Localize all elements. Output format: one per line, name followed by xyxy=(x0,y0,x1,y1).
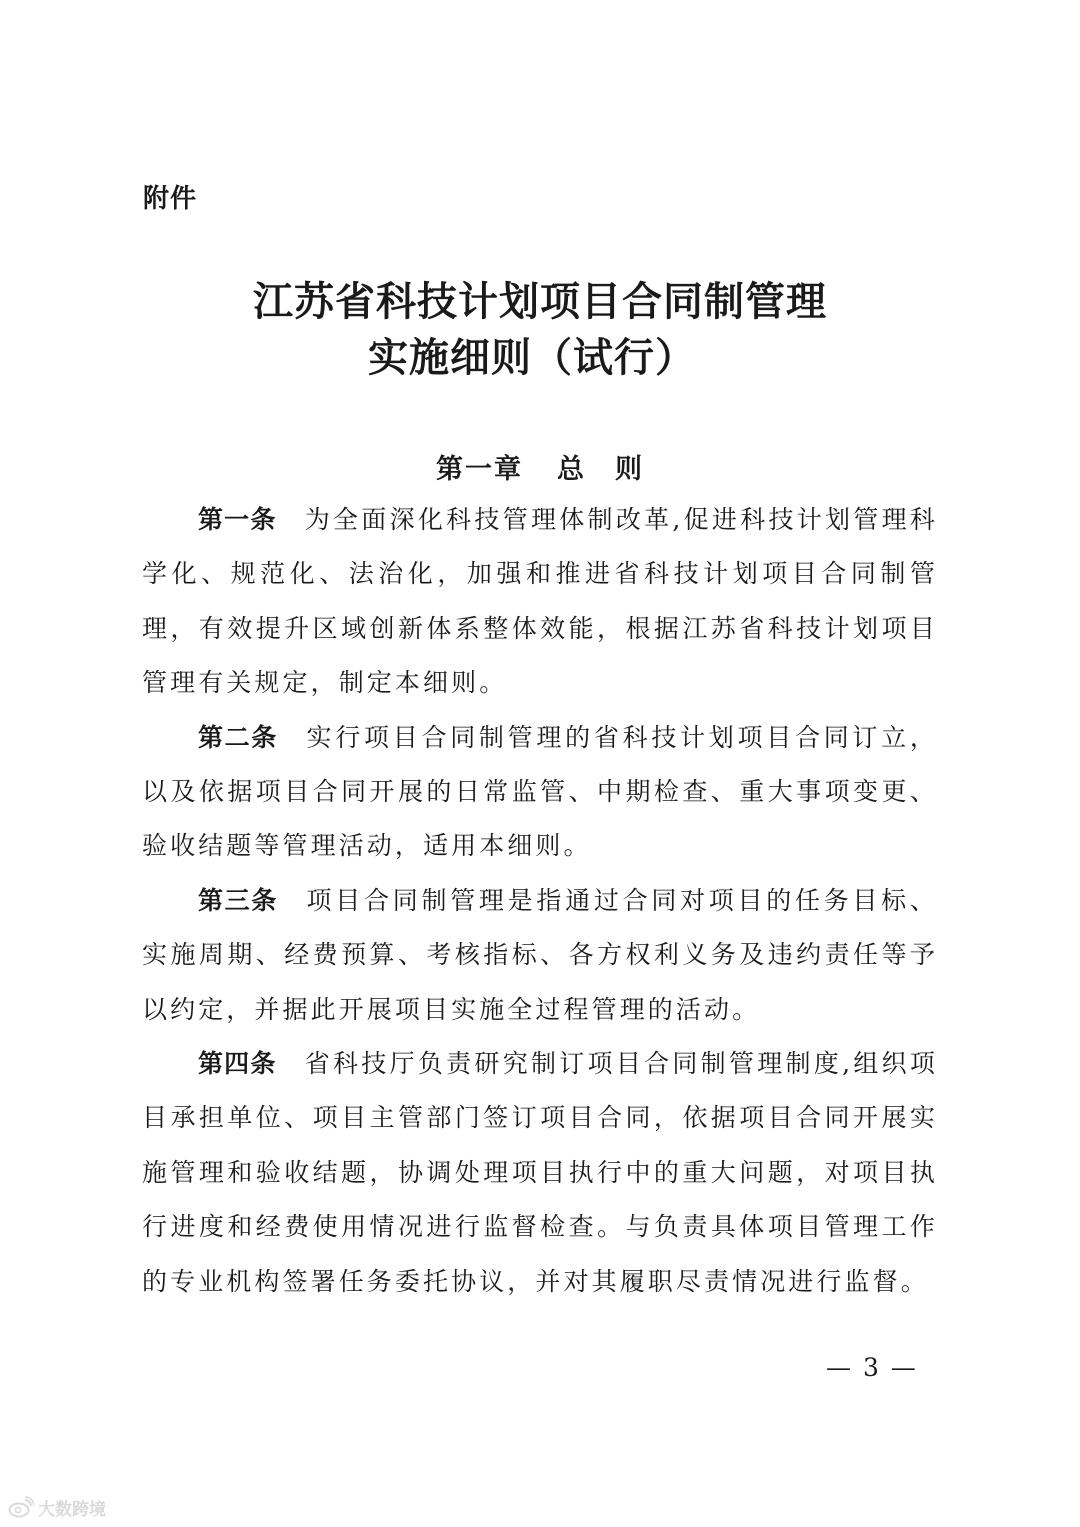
chapter-name: 总 则 xyxy=(557,454,644,485)
article-label: 第三条 xyxy=(198,885,278,915)
article-2 xyxy=(142,711,938,874)
watermark-text: 大数跨境 xyxy=(38,1499,106,1520)
watermark xyxy=(8,1495,106,1519)
article-4 xyxy=(142,1037,938,1309)
document-title-line-1: 江苏省科技计划项目合同制管理 xyxy=(253,279,827,325)
page-number: — 3 — xyxy=(826,1353,918,1382)
articles-body xyxy=(142,493,938,1309)
attachment-label: 附件 xyxy=(143,184,198,214)
article-3 xyxy=(142,874,938,1037)
article-text: 实行项目合同制管理的省科技计划项目合同订立，以及依据项目合同开展的日常监管、中期检查、重大事项变更、验收结题等管理活动，适用本细则。 xyxy=(142,722,938,861)
article-label: 第二条 xyxy=(198,722,278,752)
weibo-logo-icon xyxy=(8,1496,34,1518)
article-text: 为全面深化科技管理体制改革,促进科技计划管理科学化、规范化、法治化，加强和推进省科技计划项目合同制管理，有效提升区域创新体系整体效能，根据江苏省科技计划项目管理有关规定，制定本细则。 xyxy=(142,505,938,698)
article-label: 第四条 xyxy=(198,1049,277,1079)
chapter-heading xyxy=(0,447,1080,486)
article-1 xyxy=(142,493,938,711)
article-text: 项目合同制管理是指通过合同对项目的任务目标、实施周期、经费预算、考核指标、各方权利义务及违约责任等予以约定，并据此开展项目实施全过程管理的活动。 xyxy=(142,885,938,1024)
chapter-number: 第一章 xyxy=(436,454,523,485)
article-text: 省科技厅负责研究制订项目合同制管理制度,组织项目承担单位、项目主管部门签订项目合同，依据项目合同开展实施管理和验收结题，协调处理项目执行中的重大问题，对项目执行进度和经费使用情况进行监督检查。与负责具体项目管理工作的专业机构签署任务委托协议，并对其履职尽责情况进行监督。 xyxy=(142,1049,938,1296)
document-title-line-2: 实施细则（试行） xyxy=(368,335,696,381)
article-label: 第一条 xyxy=(198,505,277,534)
